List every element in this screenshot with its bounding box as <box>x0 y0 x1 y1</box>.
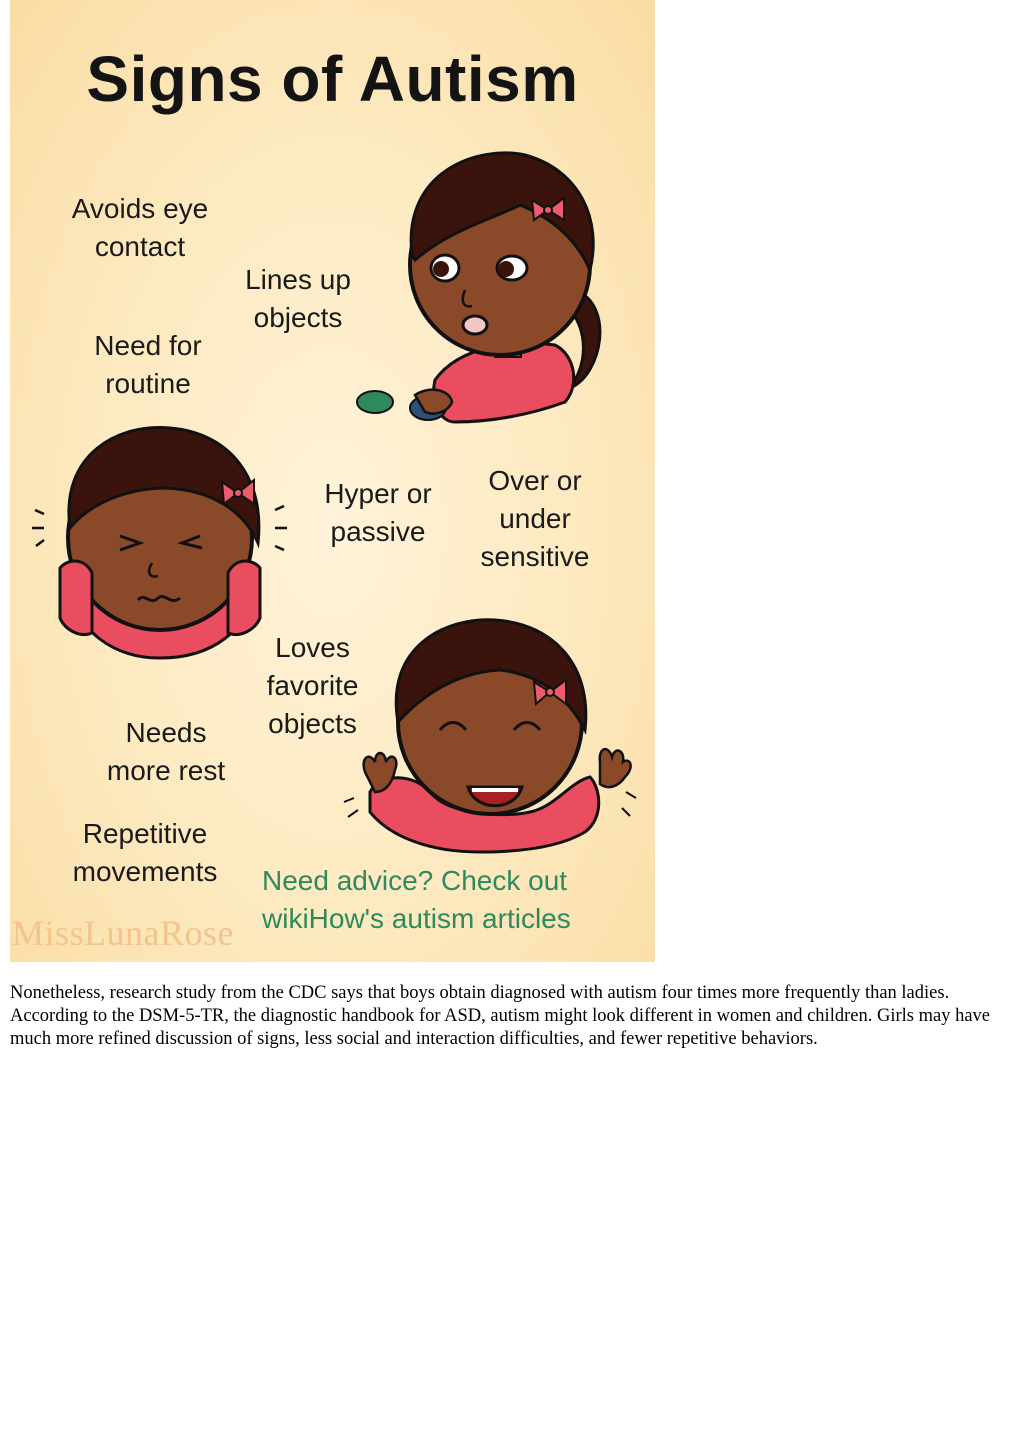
label-hyper-or-passive: Hyper or passive <box>324 478 432 547</box>
girl-happy-hands-up-illustration <box>330 612 640 857</box>
girl-covering-ears-illustration <box>30 418 290 663</box>
label-over-or-under-sensitive: Over or under sensitive <box>480 465 590 572</box>
label-lines-up-objects: Lines up objects <box>245 264 351 333</box>
label-needs-more-rest: Needs more rest <box>106 717 226 786</box>
label-avoids-eye-contact: Avoids eye contact <box>71 193 209 262</box>
label-loves-favorite-objects: Loves favorite objects <box>266 632 359 739</box>
artist-signature: MissLunaRose <box>12 913 234 953</box>
girl-lining-up-objects-illustration <box>340 140 620 430</box>
label-repetitive-movements: Repetitive movements <box>72 818 218 887</box>
article-paragraph: Nonetheless, research study from the CDC says that boys obtain diagnosed with autism four times more frequently than ladies. According to the DSM-5-TR, the diagnostic handbook for ASD, autism might look different in women and children. Girls may have much more refined discussion of signs, less social and interaction difficulties, and fewer repetitive behaviors. <box>10 983 990 1049</box>
advice-link-text: Need advice? Check out wikiHow's autism articles <box>262 865 571 934</box>
autism-infographic <box>10 0 655 962</box>
poster-title: Signs of Autism <box>86 43 579 115</box>
label-need-for-routine: Need for routine <box>94 330 202 399</box>
